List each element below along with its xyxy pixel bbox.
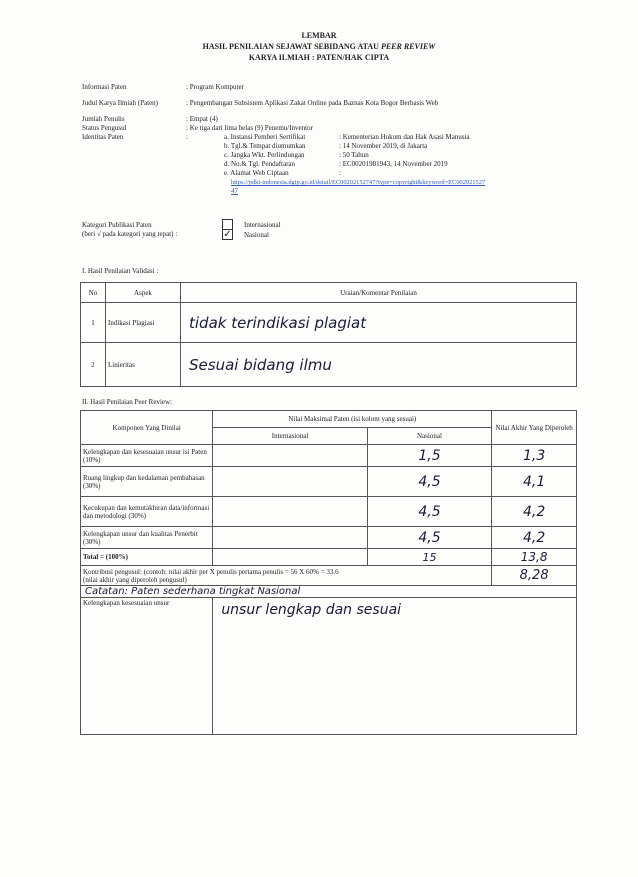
kontribusi-value-cell [492,566,577,586]
detail-label: c. Jangka Wkt. Perlindungan [224,151,305,159]
internasional-cell [213,445,367,467]
internasional-cell [213,549,367,566]
table-row [81,497,577,527]
akhir-cell [492,549,577,566]
jumlah-value: : Empat (4) [186,115,218,123]
section1-title: I. Hasil Penilaian Validasi : [82,267,159,275]
nasional-cell [367,467,492,497]
handwritten-score: 4,2 [522,503,546,520]
nasional-cell [367,497,492,527]
handwritten-score: 4,1 [522,473,546,490]
row-no: 1 [81,303,106,343]
handwritten-total: 13,8 [520,550,548,564]
informasi-label: Informasi Paten [82,83,127,91]
detail-label: e. Alamat Web Ciptaan [224,169,289,177]
kelengkapan-row [81,598,577,735]
akhir-cell [492,445,577,467]
status-value: : Ke tiga dari lima belas (9) Penemu/Inventor [186,124,313,132]
internasional-cell [213,497,367,527]
row-no: 2 [81,343,106,387]
nasional-cell [367,549,492,566]
detail-value: : 50 Tahun [339,151,369,159]
handwritten-score: 4,5 [418,529,441,546]
detail-label: d. No.& Tgl. Pendaftaran [224,160,296,168]
table-header-row [81,411,577,428]
ciptaan-url-cont[interactable]: 47 [231,187,238,195]
internasional-cell [213,467,367,497]
kategori-hint: (beri √ pada kategori yang tepat) : [82,230,178,238]
nasional-cell [367,527,492,549]
validasi-table [80,282,577,387]
handwritten-total: 15 [422,550,437,564]
table-row [81,343,577,387]
internasional-label: Internasional [244,221,281,229]
komponen-cell: Kelengkapan dan kesesuaian unsur isi Paten (10%) [81,445,213,467]
handwritten-comment: Sesuai bidang ilmu [189,355,332,374]
identitas-colon: : [186,133,188,141]
col-akhir-header: Nilai Akhir Yang Diperoleh [492,411,577,445]
kontribusi-row [81,566,577,586]
nasional-cell [367,445,492,467]
table-row [81,303,577,343]
col-internasional-header: Internasional [213,428,367,445]
detail-label: b. Tgl.& Tempat diumumkan [224,142,306,150]
doc-title-line2 [0,42,638,52]
detail-label: a. Instansi Pemberi Sertifikat [224,133,306,141]
jumlah-label: Jumlah Penulis [82,115,125,123]
total-label: Total = (100%) [81,549,213,566]
handwritten-catatan: Catatan: Paten sederhana tingkat Nasional [85,586,301,597]
kelengkapan-comment-cell [213,598,577,735]
col-no-header: No [81,283,106,303]
detail-value: : [339,169,341,177]
nasional-checkbox[interactable] [222,229,233,240]
akhir-cell [492,467,577,497]
detail-value: : EC00201981943, 14 November 2019 [339,160,448,168]
table-row [81,445,577,467]
row-aspek: Linieritas [106,343,181,387]
row-comment-cell [181,343,577,387]
handwritten-kontribusi: 8,28 [519,568,549,583]
status-label: Status Pengusul [82,124,127,132]
total-row [81,549,577,566]
table-row [81,467,577,497]
judul-value: : Pengembangan Subsistem Aplikasi Zakat Online pada Baznas Kota Bogor Berbasis Web [186,99,439,107]
handwritten-score: 1,5 [418,447,441,464]
detail-value: : 14 November 2019, di Jakarta [339,142,428,150]
komponen-cell: Kelengkapan unsur dan kualitas Penerbit (30%) [81,527,213,549]
check-mark-icon: ✓ [223,229,232,240]
handwritten-score: 4,2 [522,529,546,546]
peer-review-table [80,410,577,735]
col-nasional-header: Nasional [367,428,492,445]
handwritten-comment: tidak terindikasi plagiat [189,313,367,332]
row-aspek: Indikasi Plagiasi [106,303,181,343]
col-nilai-maks-header: Nilai Maksimal Paten (isi kolom yang sesuai) [213,411,492,428]
informasi-value: : Program Komputer [186,83,244,91]
table-header-row [81,283,577,303]
handwritten-score: 4,5 [418,473,441,490]
internasional-cell [213,527,367,549]
doc-title-line1: LEMBAR [301,31,337,40]
doc-title-line2-italic: PEER REVIEW [380,42,436,51]
catatan-cell [81,586,577,598]
handwritten-score: 1,3 [522,447,546,464]
kontribusi-label [81,566,492,586]
ciptaan-url[interactable]: https://pdki-indonesia.dgip.go.id/detail/EC00202152747?type=copyright&keyword=EC002021527 [231,179,486,186]
table-row [81,527,577,549]
col-uraian-header: Uraian/Komentar Penilaian [181,283,577,303]
handwritten-score: 4,5 [418,503,441,520]
akhir-cell [492,497,577,527]
identitas-label: Identitas Paten [82,133,124,141]
judul-label: Judul Karya Ilmiah (Paten) [82,99,159,107]
col-komponen-header: Komponen Yang Dinilai [81,411,213,445]
col-aspek-header: Aspek [106,283,181,303]
kontribusi-note: (nilai akhir yang diperoleh pengusul) [83,575,187,584]
komponen-cell: Ruang lingkup dan kedalaman pembahasan (30%) [81,467,213,497]
catatan-row [81,586,577,598]
doc-title-line3: KARYA ILMIAH : PATEN/HAK CIPTA [248,53,390,62]
section2-title: II. Hasil Penilaian Peer Review: [82,398,173,406]
nasional-label: Nasional [244,231,269,239]
akhir-cell [492,527,577,549]
kategori-label: Kategori Publikasi Paten [82,221,152,229]
komponen-cell: Kecukupan dan kemutakhiran data/informasi dan metodologi (30%) [81,497,213,527]
row-comment-cell [181,303,577,343]
handwritten-comment: unsur lengkap dan sesuai [221,602,402,618]
doc-title-line2-text: HASIL PENILAIAN SEJAWAT SEBIDANG ATAU [202,42,381,51]
detail-value: : Kementerian Hukum dan Hak Asasi Manusia [339,133,470,141]
kontribusi-text: Kontribusi pengusul: (contoh: nilai akhir per X penulis pertama penulis = 56 X 60% = 33.6 [83,567,339,576]
kelengkapan-label: Kelengkapan kesesuaian unsur [81,598,213,735]
